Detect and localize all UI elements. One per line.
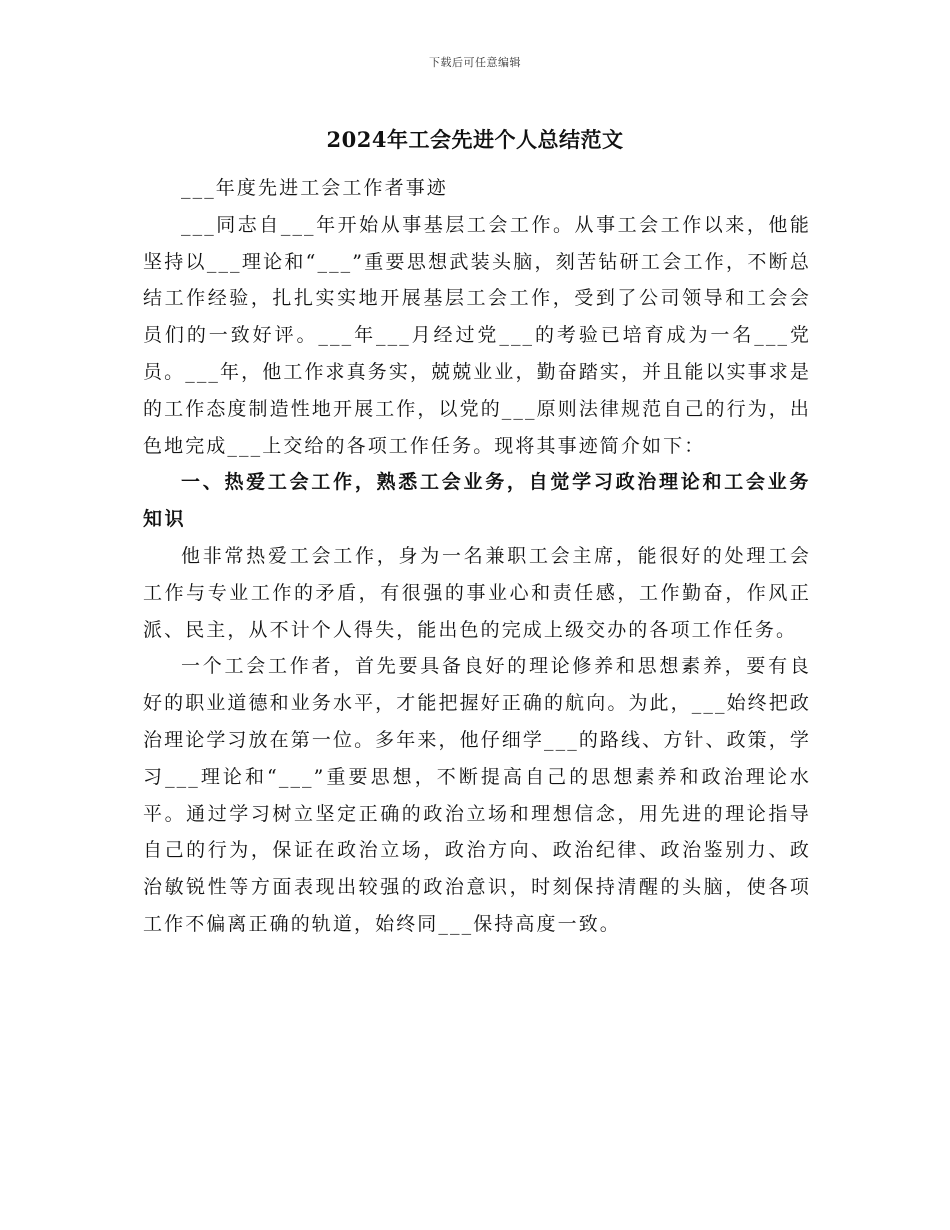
intro-line: ___年度先进工会工作者事迹: [181, 177, 448, 199]
paragraph-dedication: 他非常热爱工会工作，身为一名兼职工会主席，能很好的处理工会工作与专业工作的矛盾，有很强的事业心和责任感，工作勤奋，作风正派、民主，从不计个人得失，能出色的完成上级交办的各项工作任务。: [143, 544, 811, 641]
document-title: 2024年工会先进个人总结范文: [326, 127, 624, 152]
paragraph-profile: ___同志自___年开始从事基层工会工作。从事工会工作以来，他能坚持以___理论和“___”重要思想武装头脑，刻苦钻研工会工作，不断总结工作经验，扎扎实实地开展基层工会工作，受到了公司领导和工会会员们的一致好评。___年___月经过党___的考验已培育成为一名___党员。___年，他工作求真务实，兢兢业业，勤奋踏实，并且能以实事求是的工作态度制造性地开展工作，以党的___原则法律规范自己的行为，出色地完成___上交给的各项工作任务。现将其事迹简介如下：: [143, 213, 811, 457]
paragraph-study: 一个工会工作者，首先要具备良好的理论修养和思想素养，要有良好的职业道德和业务水平，才能把握好正确的航向。为此，___始终把政治理论学习放在第一位。多年来，他仔细学___的路线、方针、政策，学习___理论和“___”重要思想，不断提高自己的思想素养和政治理论水平。通过学习树立坚定正确的政治立场和理想信念，用先进的理论指导自己的行为，保证在政治立场，政治方向、政治纪律、政治鉴别力、政治敏锐性等方面表现出较强的政治意识，时刻保持清醒的头脑，使各项工作不偏离正确的轨道，始终同___保持高度一致。: [143, 655, 811, 935]
header-note: 下载后可任意编辑: [429, 56, 521, 69]
section-heading-1: 一、热爱工会工作，熟悉工会业务，自觉学习政治理论和工会业务知识: [143, 471, 811, 531]
document-body: [143, 170, 811, 943]
